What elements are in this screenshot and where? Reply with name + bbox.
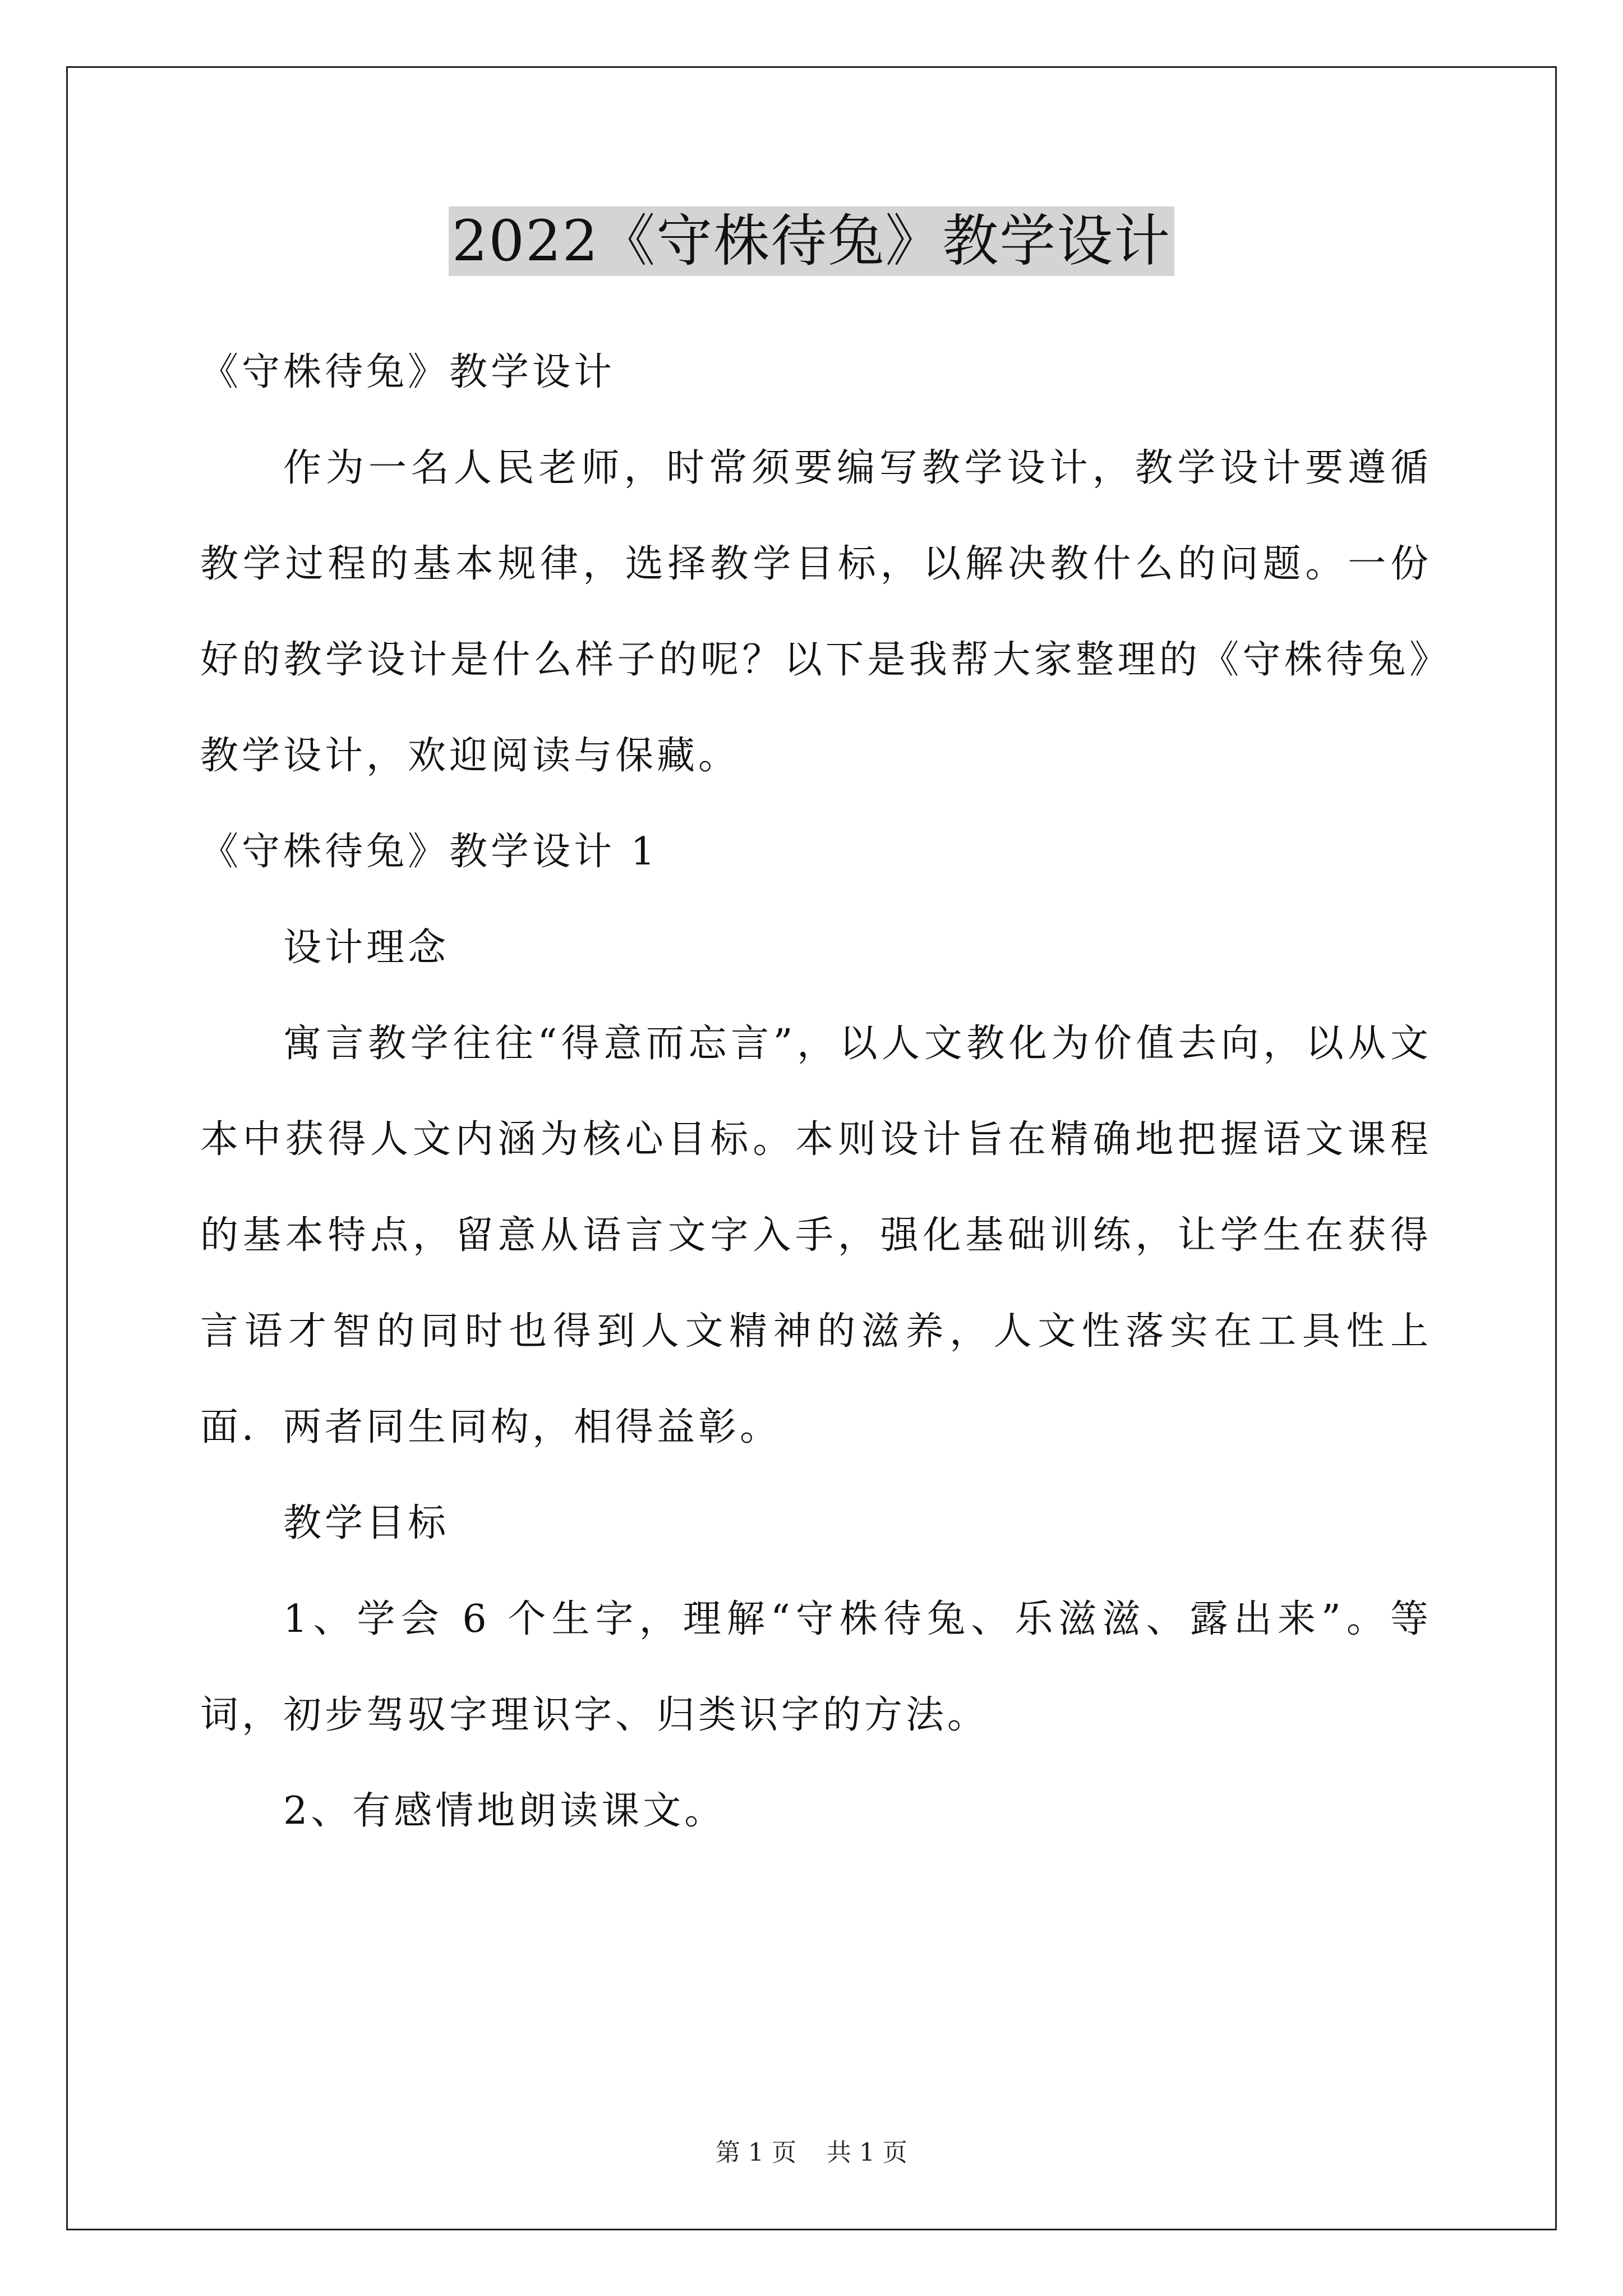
concept-paragraph: 寓言教学往往“得意而忘言”，以人文教化为价值去向，以从文本中获得人文内涵为核心目标。本则设计旨在精确地把握语文课程的基本特点，留意从语言文字入手，强化基础训练，让学生在获得言语才智的同时也得到人文精神的滋养，人文性落实在工具性上面．两者同生同构，相得益彰。	[200, 1022, 1432, 1450]
page-footer	[0, 2136, 1623, 2170]
goal-item-1: 1、学会 6 个生字，理解“守株待兔、乐滋滋、露出来”。等词，初步驾驭字理识字、归类识字的方法。	[200, 1597, 1432, 1737]
section-title: 《守株待兔》教学设计 1	[200, 830, 658, 874]
goal-item-2: 2、有感情地朗读课文。	[283, 1789, 726, 1833]
document-body	[200, 324, 1432, 1859]
intro-paragraph: 作为一名人民老师，时常须要编写教学设计，教学设计要遵循教学过程的基本规律，选择教学目标，以解决教什么的问题。一份好的教学设计是什么样子的呢？以下是我帮大家整理的《守株待兔》教学设计，欢迎阅读与保藏。	[200, 446, 1432, 778]
concept-heading: 设计理念	[283, 926, 450, 970]
subtitle: 《守株待兔》教学设计	[200, 350, 616, 394]
title-container	[0, 206, 1623, 276]
document-title: 2022《守株待兔》教学设计	[449, 206, 1175, 276]
page-number: 第 1 页	[716, 2138, 796, 2167]
goals-heading: 教学目标	[283, 1501, 450, 1545]
page-total: 共 1 页	[827, 2138, 907, 2167]
